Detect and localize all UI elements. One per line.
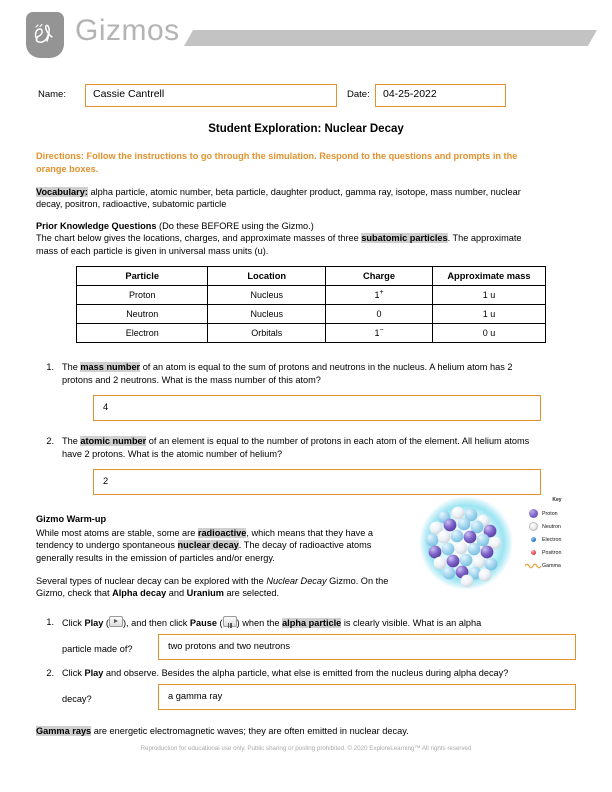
- gq2-seg1: Click: [62, 668, 85, 679]
- gizmo-question-2-tail: decay?: [62, 694, 92, 705]
- gq2-play-label: Play: [84, 668, 104, 679]
- warmup-paragraph-2: [36, 575, 406, 600]
- gq1-seg3: ), and then click: [123, 617, 190, 628]
- warmup-p2-b: Gizmo. On the Gizmo, check that: [36, 576, 389, 599]
- vocabulary-paragraph: [36, 186, 541, 211]
- gizmos-script-el-logo-icon: [26, 12, 64, 58]
- pk-q1-text-b: of an atom is equal to the sum of protons and neutrons in the nucleus. A helium atom has 2 protons and 2 neutrons. What is the mass number of this atom?: [62, 362, 513, 385]
- cell-charge: 1−: [326, 324, 433, 343]
- cell-particle: Proton: [77, 286, 208, 305]
- brand-wordmark: Gizmos: [75, 14, 180, 47]
- gamma-wave-icon: [524, 562, 542, 569]
- key-label-proton: Proton: [542, 510, 558, 517]
- pk-question-2-answer[interactable]: 2: [93, 469, 541, 495]
- proton-dot-icon: [524, 509, 542, 518]
- positron-dot-icon: [524, 550, 542, 555]
- warmup-heading: Gizmo Warm-up: [36, 514, 107, 525]
- pk-question-2-number: 2.: [46, 436, 54, 447]
- warmup-p1-hl2: nuclear decay: [177, 540, 239, 551]
- prior-knowledge-note: (Do these BEFORE using the Gizmo.): [156, 220, 314, 231]
- col-header-location: Location: [208, 267, 326, 286]
- warmup-p1-b: , which means that they have a tendency to undergo spontaneous: [36, 527, 374, 551]
- closing-note-highlight: Gamma rays: [36, 726, 92, 736]
- cell-mass: 0 u: [432, 324, 545, 343]
- warmup-p2-bold1: Alpha decay: [112, 588, 167, 599]
- page-header: [0, 0, 612, 68]
- table-header-row: [77, 267, 546, 286]
- gizmo-question-2-text: [62, 667, 567, 680]
- cell-location: Orbitals: [208, 324, 326, 343]
- gq1-play-label: Play: [84, 617, 104, 628]
- date-input[interactable]: 04-25-2022: [375, 84, 506, 107]
- pk-question-1-text: [62, 361, 541, 386]
- page-title: Student Exploration: Nuclear Decay: [208, 123, 404, 135]
- key-title: Key: [552, 497, 562, 503]
- pause-button-icon[interactable]: [223, 616, 237, 627]
- gq1-highlight: alpha particle: [282, 617, 342, 628]
- warmup-p2-d: are selected.: [223, 588, 280, 599]
- pk-intro-part2: . The approximate mass of each particle is given in universal mass units (u).: [36, 233, 522, 256]
- pk-question-2: [36, 435, 541, 495]
- col-header-mass: Approximate mass: [432, 267, 545, 286]
- nucleus-figure: [418, 495, 590, 593]
- gizmo-question-1-number: 1.: [46, 616, 54, 627]
- electron-dot-icon: [524, 537, 542, 542]
- pk-q2-text-a: The: [62, 436, 81, 447]
- pk-intro-part1: The chart below gives the locations, charges, and approximate masses of three: [36, 233, 362, 244]
- col-header-particle: Particle: [77, 267, 208, 286]
- cell-mass: 1 u: [432, 286, 545, 305]
- key-label-neutron: Neutron: [542, 523, 561, 530]
- gq1-pause-label: Pause: [189, 617, 217, 628]
- gq2-seg2: and observe. Besides the alpha particle, what else is emitted from the nucleus during alpha decay?: [103, 668, 509, 679]
- name-input[interactable]: Cassie Cantrell: [85, 84, 337, 107]
- col-header-charge: Charge: [326, 267, 433, 286]
- gizmo-question-1-answer[interactable]: two protons and two neutrons: [158, 634, 576, 660]
- vocabulary-label: Vocabulary:: [36, 187, 88, 197]
- table-row: [77, 324, 546, 343]
- pk-question-1-number: 1.: [46, 362, 54, 373]
- gizmo-question-2-number: 2.: [46, 668, 54, 679]
- closing-note: [36, 726, 409, 736]
- table-row: [77, 286, 546, 305]
- warmup-p2-bold2: Uranium: [186, 588, 224, 599]
- gq1-seg5: ) when the: [236, 617, 283, 628]
- pk-question-1: [36, 361, 541, 421]
- gizmo-question-1-text: Click Play ( ), and then click Pause ( ) when the alpha particle is clearly visible. What is an alpha: [62, 617, 482, 628]
- directions-text: Directions: Follow the instructions to go through the simulation. Respond to the questions and prompts in the orange boxes.: [36, 151, 518, 174]
- page-footer: Reproduction for educational use only. Public sharing or posting prohibited. © 2020 ExploreLearning™ All rights reserved: [140, 745, 472, 752]
- key-item-positron: [524, 546, 590, 559]
- gizmo-question-2-answer[interactable]: a gamma ray: [158, 684, 576, 710]
- key-item-neutron: [524, 520, 590, 533]
- name-label: Name:: [38, 89, 66, 100]
- play-button-icon[interactable]: [109, 616, 123, 627]
- gq1-seg4: (: [216, 617, 223, 628]
- cell-particle: Neutron: [77, 305, 208, 324]
- gizmo-question-2: [36, 667, 556, 712]
- worksheet-body: [36, 150, 576, 712]
- vocabulary-terms: alpha particle, atomic number, beta particle, daughter product, gamma ray, isotope, mass number, nuclear decay, positron, radioactive, subatomic particle: [36, 187, 521, 210]
- gizmo-question-1: [36, 616, 556, 663]
- closing-note-text: are energetic electromagnetic waves; they are often emitted in nuclear decay.: [91, 726, 409, 736]
- cell-particle: Electron: [77, 324, 208, 343]
- table-row: [77, 305, 546, 324]
- prior-knowledge-block: [36, 220, 541, 257]
- pk-intro-highlight: subatomic particles: [361, 233, 448, 244]
- gizmo-question-1-tail: particle made of?: [62, 644, 133, 655]
- cell-mass: 1 u: [432, 305, 545, 324]
- key-item-proton: [524, 507, 590, 520]
- key-item-electron: [524, 533, 590, 546]
- header-accent-bar: [184, 30, 597, 46]
- warmup-p1-hl1: radioactive: [197, 527, 247, 538]
- key-label-electron: Electron: [542, 536, 562, 543]
- student-meta-row: [0, 80, 612, 112]
- cell-location: Nucleus: [208, 305, 326, 324]
- cell-charge: 1+: [326, 286, 433, 305]
- pk-q1-highlight: mass number: [80, 362, 141, 373]
- subatomic-particle-table: [76, 266, 546, 343]
- date-label: Date:: [347, 89, 370, 100]
- warmup-p2-c: and: [166, 588, 187, 599]
- warmup-p1-c: . The decay of radioactive atoms generally results in the emission of particles and/or energy.: [36, 540, 372, 563]
- key-item-gamma: [524, 559, 590, 572]
- gq1-seg1: Click: [62, 617, 85, 628]
- key-label-positron: Positron: [542, 549, 562, 556]
- uranium-nucleus-illustration: [418, 495, 514, 591]
- pk-q2-highlight: atomic number: [80, 436, 147, 447]
- pk-question-1-answer[interactable]: 4: [93, 395, 541, 421]
- neutron-dot-icon: [524, 522, 542, 531]
- gq1-seg2: (: [103, 617, 109, 628]
- pk-q1-text-a: The: [62, 362, 81, 373]
- cell-charge: 0: [326, 305, 433, 324]
- key-label-gamma: Gamma: [542, 562, 561, 569]
- warmup-p2-italic: Nuclear Decay: [266, 576, 327, 587]
- gizmo-warmup-section: [36, 513, 406, 599]
- pk-question-2-text: [62, 435, 541, 460]
- figure-key: [524, 497, 590, 572]
- pk-q2-text-b: of an element is equal to the number of protons in each atom of the element. All helium atoms have 2 protons. What is the atomic number of helium?: [62, 436, 530, 459]
- warmup-paragraph-1: [36, 527, 406, 564]
- warmup-p2-a: Several types of nuclear decay can be explored with the: [36, 576, 267, 587]
- warmup-p1-a: While most atoms are stable, some are: [36, 527, 198, 538]
- cell-location: Nucleus: [208, 286, 326, 305]
- prior-knowledge-heading: Prior Knowledge Questions: [36, 220, 157, 231]
